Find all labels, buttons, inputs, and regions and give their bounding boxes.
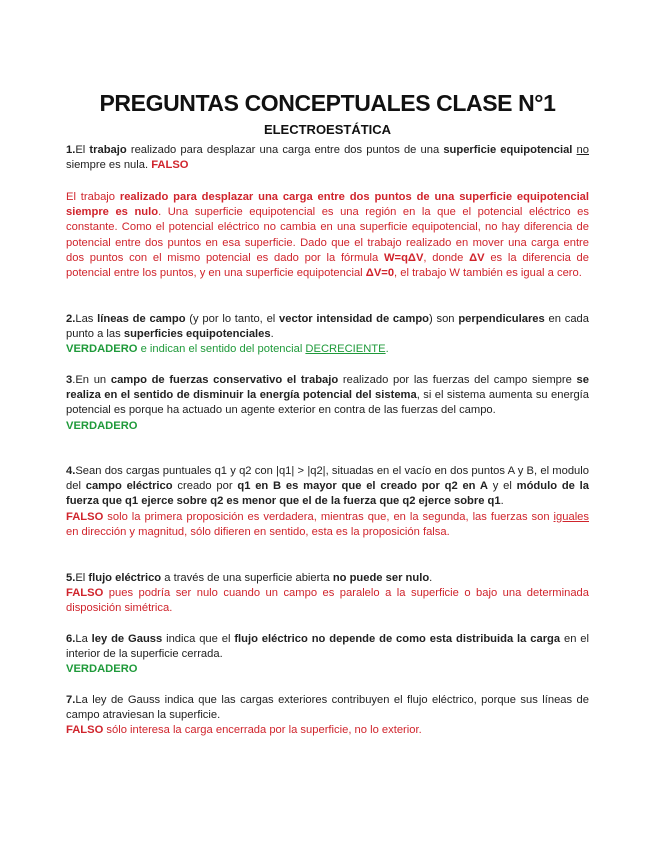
question-number: 2.	[66, 313, 76, 325]
question-5: 5.El flujo eléctrico a través de una superficie abierta no puede ser nulo. FALSO pues podría ser nulo cuando un campo es paralelo a la superficie o bajo una determinada disposición simétrica.	[66, 572, 589, 615]
question-3: 3.En un campo de fuerzas conservativo el trabajo realizado por las fuerzas del campo siempre se realiza en el sentido de disminuir la energía potencial del sistema, si el sistema aumenta su energía potencial es porque ha actuado un agente exterior en contra de las fuerzas del campo. VERDADERO	[66, 374, 589, 432]
question-number: 6.	[66, 633, 76, 645]
question-6: 6.La ley de Gauss indica que el flujo eléctrico no depende de como esta distribuida la carga en el interior de la superficie cerrada. VERDADERO	[66, 633, 590, 676]
question-4: 4.Sean dos cargas puntuales q1 y q2 con |q1| > |q2|, situadas en el vacío en dos puntos A y B, el modulo del campo eléctrico creado por q1 en B es mayor que el creado por q2 en A y el módulo de la fuerza que q1 ejerce sobre q2 es menor que el de la fuerza que q2 ejerce sobre q1. FALSO solo la primera proposición es verdadera, mientras que, en la segunda, las fuerzas son iguales en dirección y magnitud, sólo difieren en sentido, esta es la proposición falsa.	[66, 465, 589, 538]
question-7: 7.La ley de Gauss indica que las cargas exteriores contribuyen el flujo eléctrico, porque sus líneas de campo atraviesan la superficie. FALSO sólo interesa la carga encerrada por la superficie, no lo exterior.	[66, 694, 589, 737]
page-subtitle: ELECTROESTÁTICA	[263, 122, 392, 137]
answer-1: El trabajo realizado para desplazar una carga entre dos puntos de una superficie equipotencial siempre es nulo. Una superficie equipotencial es una región en la que el potencial eléctrico es constante. Como el potencial eléctrico no cambia en una superficie equipotencial, no hay diferencia de potencial entre dos puntos en esa superficie. Dado que el trabajo realizado en mover una carga entre dos puntos con el mismo potencial es dado por la fórmula W=qΔV, donde ΔV es la diferencia de potencial entre los puntos, y en una superficie equipotencial ΔV=0, el trabajo W también es igual a cero.	[66, 191, 590, 280]
verdict-label: VERDADERO	[66, 663, 138, 676]
question-1: 1.El trabajo realizado para desplazar una carga entre dos puntos de una superficie equipotencial no siempre es nula. FALSO	[66, 144, 589, 172]
question-number: 4.	[66, 465, 76, 477]
question-2: 2.Las líneas de campo (y por lo tanto, el vector intensidad de campo) son perpendiculares en cada punto a las superficies equipotenciales. VERDADERO e indican el sentido del potencial DECRECIENTE.	[66, 313, 589, 356]
question-number: 5.	[66, 572, 76, 584]
verdict-label: FALSO	[66, 510, 104, 523]
verdict-label: VERDADERO	[66, 419, 138, 432]
page-title: PREGUNTAS CONCEPTUALES CLASE N°1	[99, 90, 556, 116]
verdict-label: FALSO	[66, 724, 104, 737]
question-number: 7.	[66, 694, 76, 706]
question-number: 3	[66, 374, 73, 386]
verdict-label: FALSO	[66, 587, 104, 600]
question-number: 1.	[66, 144, 76, 156]
verdict-label: VERDADERO	[66, 343, 138, 356]
verdict-label: FALSO	[151, 159, 189, 172]
